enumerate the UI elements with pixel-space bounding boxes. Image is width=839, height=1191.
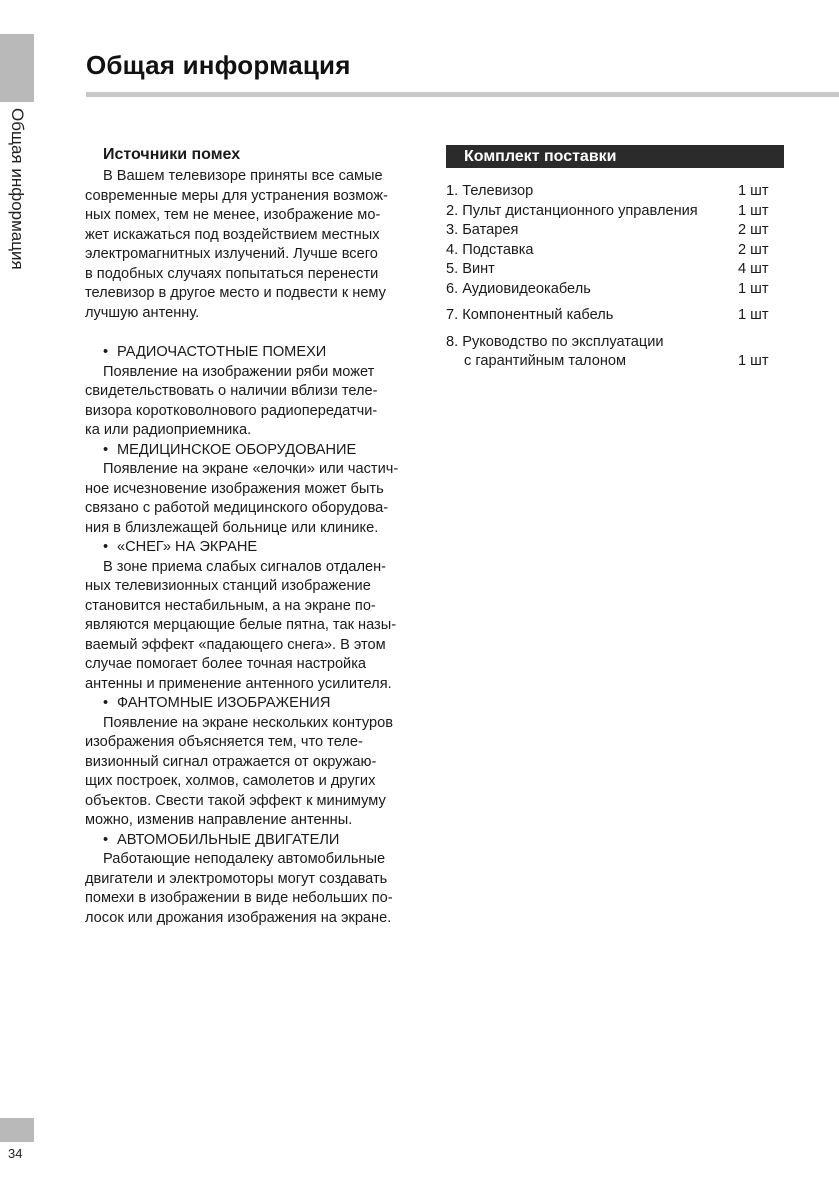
section-line: антенны и применение антенного усилителя. (85, 675, 392, 692)
section-title-medical: • МЕДИЦИНСКОЕ ОБОРУДОВАНИЕ (103, 441, 357, 458)
intro-line: ных помех, тем не менее, изображение мо- (85, 207, 381, 223)
side-section-label: Общая информация (8, 108, 27, 270)
section-line: ных телевизионных станций изображение (85, 578, 371, 594)
section-line: связано с работой медицинского оборудова- (85, 500, 389, 516)
kit-item (446, 260, 784, 280)
section-line: случае помогает более точная настройка (85, 656, 367, 672)
intro-line: В Вашем телевизоре приняты все самые (103, 168, 383, 184)
interference-heading: Источники помех (103, 146, 241, 163)
section-line: изображения объясняется тем, что теле- (85, 734, 363, 750)
section-line: визионный сигнал отражается от окружаю- (85, 753, 377, 770)
intro-line: жет искажаться под воздействием местных (85, 226, 380, 243)
intro-line: электромагнитных излучений. Лучше всего (85, 246, 378, 262)
kit-item (446, 182, 784, 202)
intro-line: современные меры для устранения возмож- (85, 187, 388, 204)
section-line: свидетельствовать о наличии вблизи теле- (85, 383, 378, 399)
kit-item-qty: 2 шт (738, 222, 769, 238)
kit-item-qty: 4 шт (738, 261, 769, 277)
package-contents-list (446, 182, 784, 372)
section-line: В зоне приема слабых сигналов отдален- (103, 558, 387, 575)
kit-item (446, 202, 784, 222)
intro-line: телевизор в другое место и подвести к нему (85, 285, 386, 301)
section-title-phantom: • ФАНТОМНЫЕ ИЗОБРАЖЕНИЯ (103, 695, 331, 711)
section-line: ваемый эффект «падающего снега». В этом (85, 636, 386, 653)
section-line: ное исчезновение изображения может быть (85, 480, 384, 497)
kit-item (446, 306, 784, 326)
section-title-snow: • «СНЕГ» НА ЭКРАНЕ (103, 539, 258, 555)
section-line: Появление на изображении ряби может (103, 363, 375, 380)
section-line: Работающие неподалеку автомобильные (103, 851, 386, 867)
kit-item (446, 241, 784, 261)
section-line: Появление на экране нескольких контуров (103, 714, 393, 731)
side-tab-marker (0, 34, 34, 102)
section-line: ния в близлежащей больнице или клинике. (85, 519, 379, 536)
kit-item (446, 221, 784, 241)
section-line: двигатели и электромоторы могут создавать (85, 870, 388, 887)
kit-item-qty: 1 шт (738, 307, 769, 323)
section-title-radio: • РАДИОЧАСТОТНЫЕ ПОМЕХИ (103, 344, 327, 360)
kit-item-name: 6. Аудиовидеокабель (446, 280, 591, 297)
section-title-engines: • АВТОМОБИЛЬНЫЕ ДВИГАТЕЛИ (103, 831, 340, 848)
kit-item-name: 5. Винт (446, 261, 495, 277)
kit-item (446, 333, 784, 372)
section-line: щих построек, холмов, самолетов и других (85, 773, 376, 789)
section-line: ка или радиоприемника. (85, 422, 252, 438)
kit-item-qty: 1 шт (738, 280, 769, 297)
title-rule (86, 92, 839, 97)
package-contents (446, 145, 784, 372)
section-line: становится нестабильным, а на экране по- (85, 597, 376, 614)
kit-item-name: 7. Компонентный кабель (446, 307, 614, 323)
kit-item-qty: 1 шт (738, 353, 769, 369)
section-line: объектов. Свести такой эффект к минимуму (85, 792, 386, 809)
kit-item-name: 4. Подставка (446, 241, 534, 258)
intro-paragraph (85, 167, 430, 323)
section-line: визора коротковолнового радиопередатчи- (85, 402, 378, 419)
kit-item-name: 8. Руководство по эксплуатации с гарантийным талоном (446, 333, 664, 369)
page-number: 34 (8, 1146, 23, 1161)
kit-item-name: 1. Телевизор (446, 183, 534, 199)
intro-line: лучшую антенну. (85, 304, 200, 321)
footer-tab-marker (0, 1118, 34, 1142)
section-line: лосок или дрожания изображения на экране. (85, 909, 392, 926)
kit-item-qty: 1 шт (738, 202, 769, 219)
kit-item-name: 2. Пульт дистанционного управления (446, 202, 698, 219)
section-line: Появление на экране «елочки» или частич- (103, 461, 399, 477)
section-line: являются мерцающие белые пятна, так назы- (85, 617, 397, 633)
package-contents-header: Комплект поставки (446, 145, 784, 168)
page-title: Общая информация (86, 50, 351, 80)
kit-item (446, 280, 784, 300)
kit-item-qty: 2 шт (738, 241, 769, 258)
section-line: помехи в изображении в виде небольших по- (85, 890, 393, 906)
section-line: можно, изменив направление антенны. (85, 812, 353, 828)
kit-item-name: 3. Батарея (446, 222, 519, 238)
interference-column (85, 145, 430, 928)
kit-item-qty: 1 шт (738, 183, 769, 199)
intro-line: в подобных случаях попытаться перенести (85, 265, 379, 282)
